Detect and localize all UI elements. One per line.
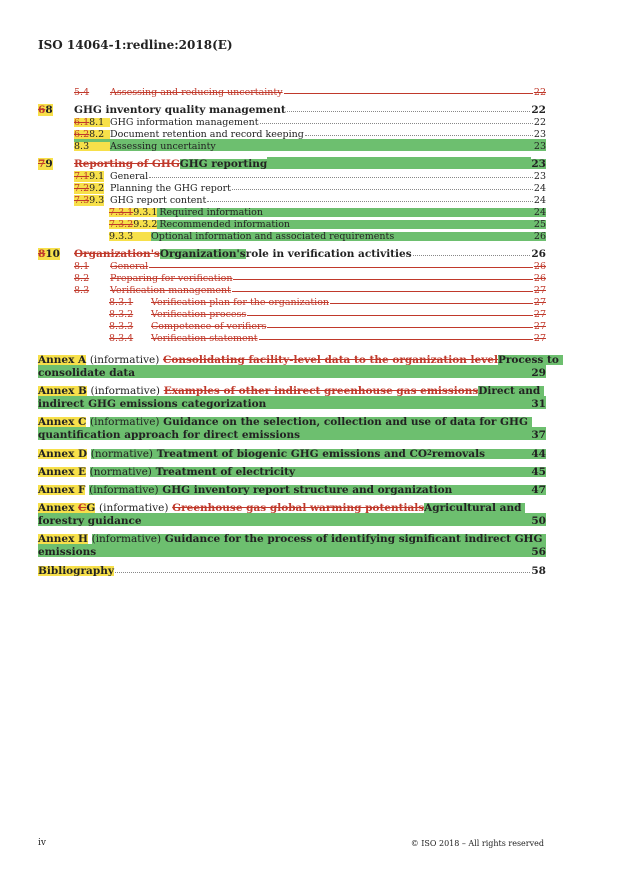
toc-title: Assessing and reducing uncertainty (110, 86, 283, 98)
bibliography-label: Bibliography (38, 564, 114, 577)
toc-title-rest: role in verification activities (245, 247, 412, 260)
toc-title: GHG report content (110, 194, 207, 206)
new-number: 8.2 (89, 128, 105, 140)
toc-page: 29 (531, 366, 546, 379)
toc-entry-deleted-8-2[interactable] (38, 271, 546, 283)
new-title: Agricultural and (424, 503, 525, 514)
deleted-number: 8.3.3 (109, 320, 134, 332)
deleted-letter: C (78, 501, 87, 514)
toc-entry-9-3-2[interactable] (38, 217, 546, 229)
toc-page: 31 (531, 397, 546, 410)
toc-page: 27 (533, 284, 546, 296)
deleted-title: Consolidating facility-level data to the organization level (162, 353, 498, 366)
toc-page: 23 (533, 128, 546, 140)
toc-page: 27 (533, 296, 546, 308)
toc-entry-8-2[interactable] (38, 127, 546, 139)
deleted-number: 8 (38, 247, 46, 260)
toc-page: 25 (533, 218, 546, 230)
toc-entry-8[interactable] (38, 103, 546, 115)
toc-page: 58 (531, 564, 546, 577)
toc-page: 47 (531, 483, 546, 496)
deleted-title: Verification plan for the organization (151, 296, 330, 308)
new-number: 10 (45, 247, 60, 260)
subscript: 2 (426, 447, 432, 457)
new-title: GHG inventory report structure and organization (162, 483, 453, 496)
new-number: 9.1 (89, 170, 105, 182)
deleted-number: 7 (38, 157, 46, 170)
toc-title: Recommended information (159, 218, 291, 230)
new-title: Guidance on the selection, collection and use of data for GHG (163, 415, 528, 428)
document-header: ISO 14064-1:redline:2018(E) (38, 38, 233, 52)
toc-page: 22 (533, 116, 546, 128)
toc-page: 37 (531, 428, 546, 441)
annex-type: (informative) (99, 501, 169, 514)
leader-dots (207, 200, 533, 202)
leader-dots (247, 314, 533, 316)
toc-bibliography[interactable] (38, 563, 546, 576)
deleted-number: 8.1 (74, 260, 90, 272)
toc-title: General (110, 170, 149, 182)
toc-page: 26 (531, 247, 546, 260)
toc-page: 24 (533, 182, 546, 194)
table-of-contents (38, 86, 559, 577)
toc-page: 22 (531, 103, 546, 116)
toc-annex-f[interactable] (38, 482, 546, 495)
new-number: 9.3 (89, 194, 105, 206)
leader-dots (260, 122, 533, 124)
deleted-title: Verification management (110, 284, 231, 296)
deleted-number: 7.3.2 (109, 218, 134, 230)
leader-dots (259, 338, 533, 340)
toc-page: 22 (533, 86, 546, 98)
annex-type: (informative) (91, 532, 162, 545)
toc-title: Optional information and associated requirements (151, 230, 395, 242)
toc-entry-10[interactable] (38, 247, 546, 259)
annex-label: Annex D (38, 447, 88, 460)
annex-type: (informative) (90, 415, 160, 428)
toc-entry-deleted-8-3-4[interactable] (38, 331, 546, 343)
new-number: 9.3.1 (133, 206, 158, 218)
toc-page: 23 (533, 170, 546, 182)
new-number: 9.2 (89, 182, 105, 194)
deleted-number: 6.1 (74, 116, 90, 128)
leader-dots (267, 157, 531, 169)
annex-type: (informative) (90, 384, 161, 397)
annex-type: (informative) (89, 353, 160, 366)
annex-label: Annex A (38, 353, 87, 366)
toc-title: Document retention and record keeping (110, 128, 304, 140)
toc-page: 27 (533, 320, 546, 332)
toc-entry-8-1[interactable] (38, 115, 546, 127)
toc-page: 27 (533, 332, 546, 344)
annex-label: Annex C (38, 415, 87, 428)
new-title: GHG reporting (179, 157, 268, 170)
deleted-title: Greenhouse gas global warming potentials (172, 501, 425, 514)
toc-title: GHG information management (110, 116, 259, 128)
deleted-title: General (110, 260, 149, 272)
toc-page: 45 (531, 465, 546, 478)
leader-dots (413, 254, 531, 256)
new-number: 8.1 (89, 116, 105, 128)
deleted-number: 8.2 (74, 272, 90, 284)
toc-entry-5-4[interactable] (38, 86, 546, 97)
toc-page: 27 (533, 308, 546, 320)
toc-title: GHG inventory quality management (74, 103, 286, 116)
leader-dots (267, 326, 532, 328)
copyright-notice: © ISO 2018 – All rights reserved (410, 839, 544, 848)
new-title: Process to (498, 355, 563, 366)
deleted-number: 8.3.1 (109, 296, 134, 308)
page-number: iv (38, 838, 46, 848)
deleted-number: 7.1 (74, 170, 90, 182)
deleted-number: 7.2 (74, 182, 90, 194)
deleted-number: 8.3 (74, 284, 90, 296)
toc-entry-deleted-8-3-3[interactable] (38, 319, 546, 331)
new-title: Treatment of biogenic GHG emissions and CO (156, 447, 427, 460)
toc-entry-deleted-8-3[interactable] (38, 283, 546, 295)
toc-entry-9-3-3[interactable] (38, 229, 546, 241)
deleted-title: Verification statement (151, 332, 258, 344)
toc-annex-d[interactable] (38, 446, 546, 459)
new-number: 9 (45, 157, 53, 170)
toc-entry-deleted-8-3-2[interactable] (38, 307, 546, 319)
toc-entry-deleted-8-1[interactable] (38, 259, 546, 271)
deleted-title: Preparing for verification (110, 272, 233, 284)
toc-annex-a[interactable] (38, 353, 559, 379)
new-title-cont: forestry guidance (38, 514, 142, 527)
toc-annex-e[interactable] (38, 464, 546, 477)
toc-page: 26 (533, 272, 546, 284)
toc-entry-8-3[interactable] (74, 139, 546, 151)
leader-dots (305, 134, 533, 136)
toc-page: 26 (533, 260, 546, 272)
toc-annex-h[interactable] (38, 532, 546, 557)
toc-title: Required information (159, 206, 263, 218)
new-number: 8 (45, 103, 53, 116)
annex-label: Annex F (38, 483, 86, 496)
leader-dots (233, 278, 532, 280)
annex-label: Annex B (38, 384, 87, 397)
deleted-number: 8.3.2 (109, 308, 134, 320)
leader-dots (284, 92, 533, 94)
toc-page: 26 (533, 230, 546, 242)
toc-entry-9-2[interactable] (38, 181, 546, 193)
toc-entry-9-3[interactable] (38, 193, 546, 205)
toc-annex-b[interactable] (38, 384, 546, 409)
deleted-number: 6.2 (74, 128, 90, 140)
deleted-title: Organization's (74, 247, 160, 260)
toc-title: Planning the GHG report (110, 182, 231, 194)
toc-entry-9[interactable] (38, 157, 546, 169)
leader-dots (149, 266, 533, 268)
annex-type: (normative) (89, 465, 152, 478)
new-letter: G (86, 501, 96, 514)
new-title-cont: consolidate data (38, 366, 136, 379)
annex-label: Annex H (38, 532, 88, 545)
toc-entry-9-1[interactable] (38, 169, 546, 181)
toc-number: 9.3.3 (109, 232, 151, 242)
toc-number: 5.4 (74, 86, 90, 98)
toc-title: Assessing uncertainty (110, 140, 216, 152)
new-title-end: removals (431, 447, 485, 460)
deleted-number: 7.3.1 (109, 206, 134, 218)
toc-page: 23 (531, 157, 546, 170)
toc-page: 56 (531, 545, 546, 558)
deleted-title: Verification process (151, 308, 247, 320)
leader-dots (115, 571, 530, 573)
annex-type: (normative) (90, 447, 154, 460)
deleted-number: 6 (38, 103, 46, 116)
toc-annex-g[interactable] (38, 501, 546, 526)
annex-label-prefix: Annex (38, 501, 79, 514)
new-title: Treatment of electricity (155, 465, 296, 478)
new-number: 9.3.2 (133, 218, 158, 230)
deleted-number: 7.3 (74, 194, 90, 206)
new-title: Direct and (478, 386, 544, 397)
toc-entry-deleted-8-3-1[interactable] (38, 295, 546, 307)
leader-dots (287, 110, 531, 112)
toc-page: 24 (533, 194, 546, 206)
toc-annex-c[interactable] (38, 415, 546, 440)
new-title-cont: quantification approach for direct emissions (38, 428, 301, 441)
annex-label: Annex E (38, 465, 87, 478)
toc-entry-9-3-1[interactable] (38, 205, 546, 217)
leader-dots (149, 176, 533, 178)
deleted-title: Examples of other indirect greenhouse gas emissions (163, 384, 479, 397)
leader-dots (232, 188, 533, 190)
new-title-cont: emissions (38, 545, 97, 558)
leader-dots (232, 290, 533, 292)
new-title-cont: indirect GHG emissions categorization (38, 397, 267, 410)
toc-page: 50 (531, 514, 546, 527)
annex-type: (informative) (89, 483, 159, 496)
toc-page: 24 (533, 206, 546, 218)
toc-number: 8.3 (74, 142, 110, 152)
toc-page: 44 (531, 447, 546, 460)
leader-dots (330, 302, 533, 304)
deleted-title: Competence of verifiers (151, 320, 267, 332)
deleted-number: 8.3.4 (109, 332, 134, 344)
new-title: Organization's (159, 247, 246, 260)
deleted-title: Reporting of GHG (74, 157, 180, 170)
toc-page: 23 (533, 140, 546, 152)
new-title: Guidance for the process of identifying significant indirect GHG (164, 532, 543, 545)
